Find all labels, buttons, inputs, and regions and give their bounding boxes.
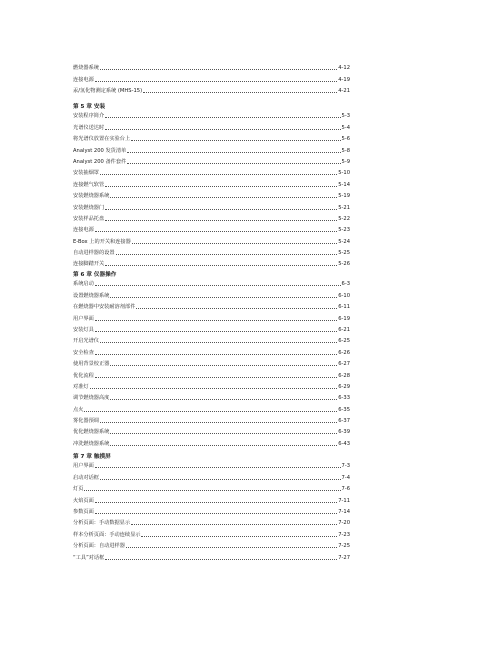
- dot-leader: [95, 463, 341, 468]
- toc-entry-title: 连接电源: [73, 227, 94, 234]
- toc-entry-title: 安装抽烟罩: [73, 170, 99, 177]
- dot-leader: [126, 543, 337, 548]
- toc-entry[interactable]: [73, 435, 350, 446]
- toc-entry-page-number: 6-39: [338, 429, 350, 436]
- chapter-7-heading: 第 7 章 触摸屏: [73, 454, 111, 460]
- toc-entry-title: 安装样品托盘: [73, 215, 105, 222]
- toc-entry-page-number: 5-21: [338, 204, 350, 211]
- toc-entry[interactable]: [73, 481, 350, 492]
- toc-entry-title: Analyst 200 发货清单: [73, 147, 127, 154]
- toc-entry[interactable]: [73, 119, 350, 130]
- chapter-5-heading: 第 5 章 安装: [73, 104, 106, 110]
- toc-entry-page-number: 5-8: [341, 147, 350, 154]
- toc-entry-page-number: 5-4: [341, 124, 350, 131]
- dot-leader: [100, 65, 337, 70]
- toc-entry-page-number: 6-10: [338, 292, 350, 299]
- dot-leader: [95, 509, 337, 514]
- toc-entry[interactable]: [73, 299, 350, 310]
- toc-entry-title: “工具”对话框: [73, 554, 105, 561]
- toc-entry[interactable]: [73, 549, 350, 560]
- toc-entry-title: 调节燃烧器高度: [73, 395, 110, 402]
- dot-leader: [110, 429, 337, 434]
- toc-entry-page-number: 6-21: [338, 326, 350, 333]
- toc-entry-page-number: 6-28: [338, 372, 350, 379]
- dot-leader: [105, 261, 337, 266]
- toc-entry-title: 灯页: [73, 486, 84, 493]
- toc-entry-title: 开启光谱仪: [73, 338, 99, 345]
- toc-chapter-6: [73, 276, 350, 447]
- toc-entry-page-number: 6-3: [341, 281, 350, 288]
- toc-entry[interactable]: [73, 60, 350, 71]
- toc-entry-page-number: 6-29: [338, 383, 350, 390]
- toc-entry-page-number: 5-19: [338, 193, 350, 200]
- toc-entry[interactable]: [73, 256, 350, 267]
- toc-entry[interactable]: [73, 211, 350, 222]
- toc-entry[interactable]: [73, 276, 350, 287]
- dot-leader: [141, 532, 337, 537]
- dot-leader: [105, 182, 337, 187]
- toc-entry[interactable]: [73, 71, 350, 82]
- dot-leader: [95, 77, 337, 82]
- dot-leader: [131, 136, 340, 141]
- toc-entry-page-number: 4-21: [338, 88, 350, 95]
- toc-entry-page-number: 6-26: [338, 349, 350, 356]
- toc-entry[interactable]: [73, 233, 350, 244]
- toc-entry[interactable]: [73, 333, 350, 344]
- dot-leader: [90, 384, 338, 389]
- toc-entry-title: 分析页面：手动数据显示: [73, 520, 131, 527]
- dot-leader: [132, 239, 337, 244]
- toc-entry-title: 设置燃烧器系统: [73, 292, 110, 299]
- toc-entry-page-number: 5-23: [338, 227, 350, 234]
- toc-entry-page-number: 7-3: [341, 463, 350, 470]
- toc-entry-title: 用户界面: [73, 463, 94, 470]
- dot-leader: [84, 486, 340, 491]
- toc-entry-title: 对准灯: [73, 383, 89, 390]
- dot-leader: [105, 555, 337, 560]
- toc-entry-title: 用户界面: [73, 315, 94, 322]
- toc-entry-page-number: 6-19: [338, 315, 350, 322]
- toc-entry[interactable]: [73, 515, 350, 526]
- toc-entry[interactable]: [73, 458, 350, 469]
- dot-leader: [95, 316, 337, 321]
- toc-entry-page-number: 6-35: [338, 406, 350, 413]
- toc-entry[interactable]: [73, 424, 350, 435]
- dot-leader: [100, 338, 337, 343]
- toc-entry-page-number: 6-37: [338, 418, 350, 425]
- toc-entry-page-number: 7-20: [338, 520, 350, 527]
- toc-entry[interactable]: [73, 199, 350, 210]
- toc-entry[interactable]: [73, 504, 350, 515]
- dot-leader: [95, 373, 337, 378]
- toc-entry-title: 自动进样器的设置: [73, 250, 115, 257]
- toc-entry-title: 安装燃烧器系统: [73, 193, 110, 200]
- toc-entry-title: 冲洗燃烧器系统: [73, 440, 110, 447]
- toc-entry-title: 连接电源: [73, 76, 94, 83]
- toc-entry[interactable]: [73, 390, 350, 401]
- dot-leader: [105, 113, 340, 118]
- toc-entry-page-number: 6-43: [338, 440, 350, 447]
- toc-entry[interactable]: [73, 538, 350, 549]
- toc-entry[interactable]: [73, 310, 350, 321]
- dot-leader: [100, 475, 341, 480]
- toc-entry[interactable]: [73, 245, 350, 256]
- toc-entry-title: 在燃烧器中安装耐溶剂部件: [73, 304, 136, 311]
- toc-entry[interactable]: [73, 287, 350, 298]
- dot-leader: [110, 395, 337, 400]
- toc-entry-page-number: 4-12: [338, 65, 350, 72]
- toc-entry-page-number: 7-11: [338, 497, 350, 504]
- dot-leader: [105, 205, 337, 210]
- toc-entry-page-number: 5-24: [338, 238, 350, 245]
- toc-entry-title: E-Box 上的开关和连接器: [73, 238, 131, 245]
- dot-leader: [110, 293, 337, 298]
- toc-entry-title: 雾化器预调: [73, 418, 99, 425]
- toc-entry-page-number: 6-25: [338, 338, 350, 345]
- toc-entry[interactable]: [73, 131, 350, 142]
- dot-leader: [100, 170, 337, 175]
- dot-leader: [116, 250, 338, 255]
- toc-entry-title: 系统启动: [73, 281, 94, 288]
- toc-entry[interactable]: [73, 176, 350, 187]
- toc-entry-title: 参数页面: [73, 508, 94, 515]
- toc-entry-page-number: 7-25: [338, 543, 350, 550]
- dot-leader: [110, 441, 337, 446]
- toc-entry-page-number: 5-25: [338, 250, 350, 257]
- dot-leader: [105, 216, 337, 221]
- chapter-6-heading: 第 6 章 仪器操作: [73, 272, 117, 278]
- toc-entry[interactable]: [73, 322, 350, 333]
- toc-entry[interactable]: [73, 356, 350, 367]
- toc-entry-page-number: 5-9: [341, 158, 350, 165]
- toc-entry-title: 样本分析页面：手动连续显示: [73, 531, 141, 538]
- toc-entry-title: Analyst 200 备件套件: [73, 158, 127, 165]
- toc-entry-title: 将光谱仪放置在实验台上: [73, 136, 131, 143]
- dot-leader: [100, 418, 337, 423]
- toc-entry-page-number: 5-14: [338, 181, 350, 188]
- toc-entry-title: 光谱仪送达时: [73, 124, 105, 131]
- toc-section-top: [73, 60, 350, 94]
- toc-entry-page-number: 5-22: [338, 215, 350, 222]
- toc-entry-page-number: 7-4: [341, 474, 350, 481]
- toc-entry[interactable]: [73, 83, 350, 94]
- toc-entry[interactable]: [73, 379, 350, 390]
- dot-leader: [110, 193, 337, 198]
- toc-entry[interactable]: [73, 401, 350, 412]
- toc-entry-page-number: 7-14: [338, 508, 350, 515]
- dot-leader: [136, 304, 337, 309]
- toc-entry-title: 点火: [73, 406, 84, 413]
- dot-leader: [95, 327, 337, 332]
- toc-entry-title: 连接燃气软管: [73, 181, 105, 188]
- toc-entry-page-number: 6-27: [338, 361, 350, 368]
- toc-entry-title: 汞/氢化物测定系统 (MHS-15): [73, 88, 143, 95]
- toc-entry-title: 启动对话框: [73, 474, 99, 481]
- toc-entry-title: 连接脚踏开关: [73, 261, 105, 268]
- toc-entry[interactable]: [73, 222, 350, 233]
- toc-entry[interactable]: [73, 526, 350, 537]
- dot-leader: [131, 520, 337, 525]
- toc-entry-title: 优化流程: [73, 372, 94, 379]
- toc-entry[interactable]: [73, 344, 350, 355]
- toc-entry[interactable]: [73, 367, 350, 378]
- toc-entry-title: 使用背景校正器: [73, 361, 110, 368]
- dot-leader: [95, 227, 337, 232]
- toc-entry[interactable]: [73, 492, 350, 503]
- dot-leader: [84, 407, 337, 412]
- toc-entry-page-number: 7-6: [341, 486, 350, 493]
- dot-leader: [110, 361, 337, 366]
- dot-leader: [105, 125, 340, 130]
- toc-entry-title: 火焰页面: [73, 497, 94, 504]
- dot-leader: [95, 281, 341, 286]
- toc-entry-title: 安装燃烧器门: [73, 204, 105, 211]
- toc-entry-title: 安全检查: [73, 349, 94, 356]
- toc-entry-page-number: 4-19: [338, 76, 350, 83]
- toc-entry-page-number: 6-33: [338, 395, 350, 402]
- toc-entry-page-number: 5-26: [338, 261, 350, 268]
- toc-entry-page-number: 5-3: [341, 113, 350, 120]
- toc-entry-page-number: 6-11: [338, 304, 350, 311]
- toc-entry[interactable]: [73, 413, 350, 424]
- toc-entry-title: 安装程序简介: [73, 113, 105, 120]
- toc-entry-page-number: 5-6: [341, 136, 350, 143]
- toc-entry[interactable]: [73, 108, 350, 119]
- toc-entry-title: 优化燃烧器系统: [73, 429, 110, 436]
- toc-chapter-7: [73, 458, 350, 561]
- dot-leader: [127, 148, 340, 153]
- toc-entry[interactable]: [73, 154, 350, 165]
- toc-entry-title: 燃烧器系统: [73, 65, 99, 72]
- toc-entry[interactable]: [73, 142, 350, 153]
- toc-entry-title: 分析页面：自动进样器: [73, 543, 125, 550]
- dot-leader: [95, 498, 337, 503]
- toc-entry[interactable]: [73, 469, 350, 480]
- toc-chapter-5: [73, 108, 350, 267]
- dot-leader: [95, 350, 337, 355]
- dot-leader: [143, 88, 337, 93]
- toc-entry-title: 安装灯具: [73, 326, 94, 333]
- dot-leader: [127, 159, 340, 164]
- toc-entry-page-number: 5-10: [338, 170, 350, 177]
- toc-entry-page-number: 7-23: [338, 531, 350, 538]
- toc-entry[interactable]: [73, 188, 350, 199]
- toc-entry[interactable]: [73, 165, 350, 176]
- toc-entry-page-number: 7-27: [338, 554, 350, 561]
